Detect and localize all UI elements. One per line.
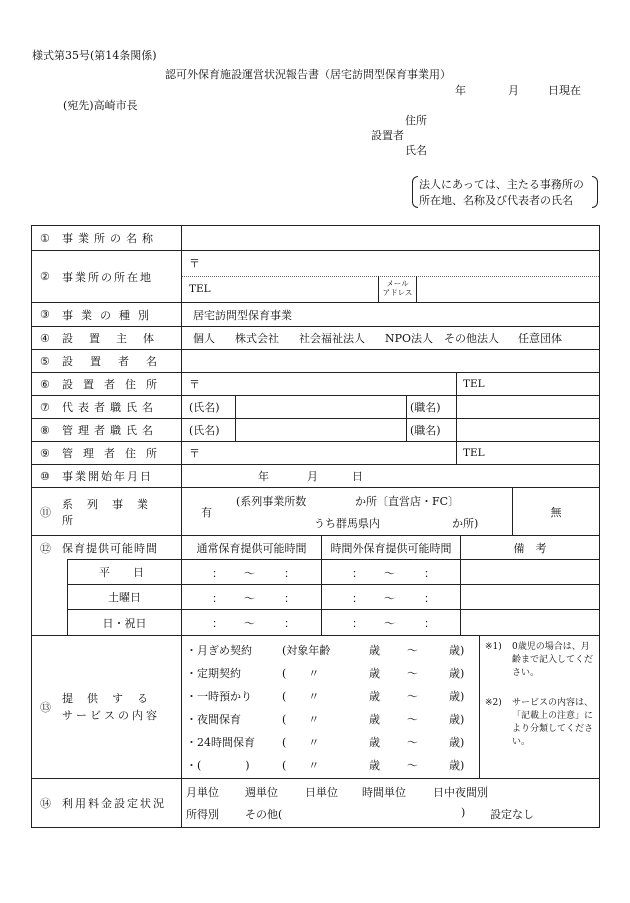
row5-label: 設置者名	[62, 355, 174, 368]
row7-label: 代表者職氏名	[62, 401, 158, 414]
regular-time-colon: ：	[212, 567, 223, 580]
facility-tel-field[interactable]	[212, 277, 377, 301]
extra-time-colon: ：	[424, 592, 435, 605]
row9-label: 管理者住所	[62, 447, 167, 460]
row8-number: ⑧	[40, 423, 50, 437]
service-age-open: (対象年齢	[282, 644, 331, 657]
representative-name-label: (氏名)	[189, 401, 220, 414]
facility-mail-label: メール アドレス	[382, 279, 413, 297]
row6-label: 設置者住所	[62, 378, 167, 391]
service-age-wave: 〜	[407, 759, 418, 772]
fee-option-none[interactable]: 設定なし	[490, 808, 534, 821]
entity-option-corporation[interactable]: 株式会社	[235, 332, 279, 345]
row7-number: ⑦	[40, 400, 50, 414]
extra-time-wave: 〜	[384, 567, 395, 580]
row14-label: 利用料金設定状況	[62, 797, 166, 810]
note1-mark: ※1)	[485, 642, 502, 652]
founder-label: 設置者	[371, 129, 404, 142]
founder-address-field[interactable]	[200, 373, 455, 395]
manager-postal-mark: 〒	[189, 447, 200, 460]
service-age-open: ( 〃	[282, 667, 320, 680]
regular-time-colon: ：	[212, 617, 223, 630]
service-age-to: 歳)	[449, 667, 465, 680]
representative-title-field[interactable]	[457, 396, 599, 418]
manager-tel-field[interactable]	[485, 442, 599, 464]
affiliates-count-label: (系列事業所数	[236, 495, 307, 508]
row8-label: 管理者職氏名	[62, 424, 158, 437]
fee-other-close: )	[461, 806, 466, 819]
row13-label-line1: 提供する	[62, 692, 162, 705]
facility-name-field[interactable]	[182, 226, 599, 250]
service-age-from: 歳	[369, 644, 380, 657]
founder-postal-mark: 〒	[189, 378, 200, 391]
corp-note-line2: 所在地、名称及び代表者の氏名	[419, 194, 573, 207]
service-age-to: 歳)	[449, 644, 465, 657]
facility-tel-label: TEL	[189, 283, 211, 295]
row12-number: ⑫	[40, 541, 51, 555]
affiliates-no-option[interactable]: 無	[550, 505, 562, 519]
service-age-from: 歳	[369, 690, 380, 703]
saturday-label: 土曜日	[108, 591, 141, 604]
service-age-open: ( 〃	[282, 690, 320, 703]
manager-name-label: (氏名)	[189, 424, 220, 437]
document-title: 認可外保育施設運営状況報告書（居宅訪問型保育事業用）	[165, 68, 451, 81]
fee-option-hourly[interactable]: 時間単位	[362, 786, 406, 799]
entity-option-individual[interactable]: 個人	[193, 332, 215, 345]
row3-number: ③	[40, 308, 50, 321]
form-number: 様式第35号(第14条関係)	[32, 49, 157, 62]
bracket-left	[412, 176, 418, 208]
service-name: ・一時預かり	[186, 690, 252, 703]
name-label: 氏名	[405, 144, 427, 157]
entity-option-voluntary[interactable]: 任意団体	[518, 332, 562, 345]
affiliates-count-suffix: か所〔直営店・FC〕	[355, 495, 460, 508]
affiliates-yes-option[interactable]: 有	[201, 505, 212, 519]
row13-label-line2: サービスの内容	[62, 709, 160, 722]
row2-label: 事業所の所在地	[62, 270, 153, 284]
manager-tel-label: TEL	[463, 447, 485, 459]
regular-hours-header: 通常保育提供可能時間	[196, 541, 307, 555]
note2-mark: ※2)	[485, 698, 502, 708]
service-age-open: ( 〃	[282, 736, 320, 749]
regular-time-colon: ：	[284, 592, 295, 605]
start-day-label: 日	[352, 470, 363, 483]
service-name: ・月ぎめ契約	[186, 644, 252, 657]
service-age-open: ( 〃	[282, 759, 320, 772]
row13-number: ⑬	[40, 701, 51, 714]
row2-number: ②	[40, 270, 50, 283]
fee-other-field[interactable]	[296, 803, 456, 819]
service-age-from: 歳	[369, 713, 380, 726]
date-month-label: 月	[508, 84, 519, 97]
manager-title-field[interactable]	[457, 419, 599, 441]
row11-label: 系列事業所	[62, 497, 162, 527]
row9-number: ⑨	[40, 446, 50, 460]
address-label: 住所	[405, 114, 427, 127]
row4-label: 設置主体	[62, 332, 170, 345]
start-month-label: 月	[307, 470, 318, 483]
extra-time-colon: ：	[352, 567, 363, 580]
corp-note-line1: 法人にあっては、主たる事務所の	[419, 178, 584, 191]
service-name: ・夜間保育	[186, 713, 241, 726]
row12-label: 保育提供可能時間	[62, 541, 158, 555]
service-name: ・24時間保育	[186, 736, 255, 749]
note2-text: サービスの内容は、「記載上の注意」により分類してください。	[512, 698, 594, 747]
service-age-wave: 〜	[407, 644, 418, 657]
service-age-from: 歳	[369, 667, 380, 680]
note1-text: 0歳児の場合は、月齢まで記入してください。	[512, 642, 594, 678]
manager-title-label: (職名)	[410, 424, 441, 437]
extra-time-wave: 〜	[384, 617, 395, 630]
bracket-right	[592, 176, 598, 208]
service-age-wave: 〜	[407, 736, 418, 749]
fee-option-monthly[interactable]: 月単位	[186, 786, 219, 799]
regular-time-wave: 〜	[244, 567, 255, 580]
representative-title-label: (職名)	[410, 401, 441, 414]
service-age-to: 歳)	[449, 690, 465, 703]
business-type-value: 居宅訪問型保育事業	[193, 308, 292, 322]
fee-option-day-night[interactable]: 日中夜間別	[433, 786, 488, 799]
regular-time-colon: ：	[284, 567, 295, 580]
service-age-wave: 〜	[407, 667, 418, 680]
row11-number: ⑪	[40, 505, 51, 519]
affiliates-gunma-label: うち群馬県内	[314, 517, 380, 530]
regular-time-colon: ：	[284, 617, 295, 630]
row1-label: 事業所の名称	[62, 232, 158, 245]
founder-tel-label: TEL	[463, 378, 485, 390]
service-age-wave: 〜	[407, 713, 418, 726]
fee-option-other[interactable]: その他(	[245, 808, 283, 821]
affiliates-gunma-suffix: か所)	[452, 517, 479, 530]
service-age-to: 歳)	[449, 759, 465, 772]
regular-time-wave: 〜	[244, 592, 255, 605]
entity-option-npo[interactable]: NPO法人	[385, 332, 434, 345]
service-age-from: 歳	[369, 759, 380, 772]
manager-address-field[interactable]	[200, 442, 455, 464]
row5-number: ⑤	[40, 354, 50, 368]
extra-time-colon: ：	[424, 617, 435, 630]
fee-option-daily[interactable]: 日単位	[305, 786, 338, 799]
service-name: ・定期契約	[186, 667, 241, 680]
fee-option-weekly[interactable]: 週単位	[245, 786, 278, 799]
founder-tel-field[interactable]	[485, 373, 599, 395]
service-age-from: 歳	[369, 736, 380, 749]
extra-time-colon: ：	[424, 567, 435, 580]
extra-time-wave: 〜	[384, 592, 395, 605]
row4-number: ④	[40, 331, 50, 345]
weekday-label: 平 日	[99, 566, 150, 579]
remarks-header: 備 考	[513, 541, 547, 555]
representative-name-field[interactable]	[236, 396, 405, 418]
entity-option-social-welfare[interactable]: 社会福祉法人	[299, 332, 365, 345]
facility-address-field[interactable]	[200, 251, 598, 275]
entity-option-other[interactable]: その他法人	[444, 332, 499, 345]
row10-label: 事業開始年月日	[62, 470, 153, 483]
date-year-label: 年	[455, 84, 466, 97]
addressee: (宛先)高崎市長	[63, 99, 138, 112]
extra-hours-header: 時間外保育提供可能時間	[330, 541, 452, 555]
regular-time-colon: ：	[212, 592, 223, 605]
date-day-label: 日現在	[548, 84, 581, 97]
manager-name-field[interactable]	[236, 419, 405, 441]
start-year-label: 年	[258, 470, 269, 483]
service-age-to: 歳)	[449, 736, 465, 749]
row6-number: ⑥	[40, 377, 50, 391]
extra-time-colon: ：	[352, 592, 363, 605]
holiday-label: 日・祝日	[102, 616, 147, 630]
service-age-to: 歳)	[449, 713, 465, 726]
fee-option-income[interactable]: 所得別	[186, 808, 219, 821]
row10-number: ⑩	[40, 469, 50, 483]
facility-mail-field[interactable]	[417, 277, 599, 301]
row3-label: 事業の種別	[62, 308, 157, 322]
service-name: ・( )	[186, 759, 250, 772]
extra-time-colon: ：	[352, 617, 363, 630]
row14-number: ⑭	[40, 797, 51, 810]
founder-name-field[interactable]	[182, 350, 599, 372]
service-age-open: ( 〃	[282, 713, 320, 726]
regular-time-wave: 〜	[244, 617, 255, 630]
service-age-wave: 〜	[407, 690, 418, 703]
facility-postal-mark: 〒	[189, 257, 200, 270]
row1-number: ①	[40, 231, 50, 245]
